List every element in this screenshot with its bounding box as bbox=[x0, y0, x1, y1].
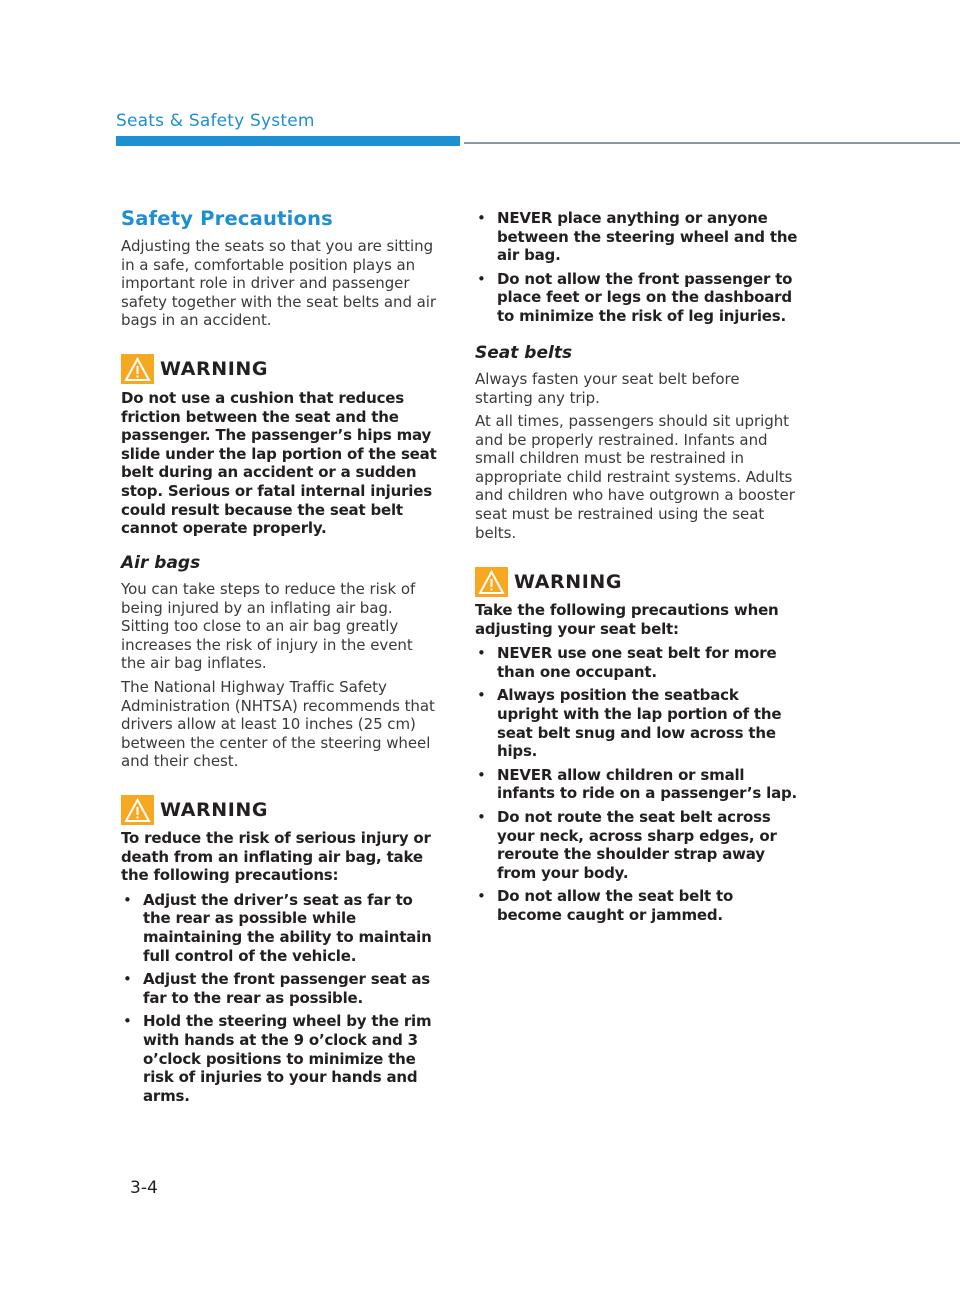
intro-paragraph: Adjusting the seats so that you are sitting in a safe, comfortable position plays an important role in driver and passenger safety together with the seat belts and air bags in an accident. bbox=[121, 237, 437, 330]
airbags-paragraph-2: The National Highway Traffic Safety Administration (NHTSA) recommends that drivers allow at least 10 inches (25 cm) between the center of the steering wheel and their chest. bbox=[121, 678, 435, 771]
warning-box-cushion bbox=[121, 353, 441, 538]
list-item: • Always position the seatback upright with the lap portion of the seat belt snug and low across the hips. bbox=[475, 686, 800, 760]
warning-header bbox=[475, 566, 800, 598]
warning-label: WARNING bbox=[514, 571, 623, 593]
list-item: • Adjust the front passenger seat as far to the rear as possible. bbox=[121, 970, 441, 1007]
list-item: • NEVER place anything or anyone between the steering wheel and the air bag. bbox=[475, 209, 800, 265]
warning-box-seatbelt bbox=[475, 566, 800, 925]
airbags-paragraph-1: You can take steps to reduce the risk of being injured by an inflating air bag. Sitting too close to an air bag greatly increases the risk of injury in the event the air bag inflates. bbox=[121, 580, 416, 673]
airbag-precautions-list bbox=[121, 891, 441, 1106]
warning-icon bbox=[121, 795, 154, 825]
warning-text: To reduce the risk of serious injury or death from an inflating air bag, take the following precautions: bbox=[121, 829, 431, 885]
header-section-title: Seats & Safety System bbox=[116, 111, 315, 131]
list-item: • Do not allow the front passenger to place feet or legs on the dashboard to minimize the risk of leg injuries. bbox=[475, 270, 800, 326]
warning-header bbox=[121, 794, 441, 826]
header-divider-rule bbox=[464, 142, 960, 144]
subheading-air-bags: Air bags bbox=[121, 553, 201, 573]
list-item: • NEVER allow children or small infants to ride on a passenger’s lap. bbox=[475, 766, 800, 803]
list-item: • Do not allow the seat belt to become caught or jammed. bbox=[475, 887, 800, 924]
header-accent-rule bbox=[116, 136, 460, 146]
section-heading: Safety Precautions bbox=[121, 207, 333, 230]
warning-label: WARNING bbox=[160, 799, 269, 821]
seatbelts-paragraph-2: At all times, passengers should sit upright and be properly restrained. Infants and small children must be restrained in appropriate child restraint systems. Adults and children who have outgrown a booster seat must be restrained using the seat belts. bbox=[475, 412, 795, 542]
subheading-seat-belts: Seat belts bbox=[475, 343, 573, 363]
list-item: • Adjust the driver’s seat as far to the rear as possible while maintaining the ability to maintain full control of the vehicle. bbox=[121, 891, 441, 965]
warning-icon bbox=[475, 567, 508, 597]
list-item: • Hold the steering wheel by the rim with hands at the 9 o’clock and 3 o’clock positions to minimize the risk of injuries to your hands and arms. bbox=[121, 1012, 441, 1105]
list-item: • Do not route the seat belt across your neck, across sharp edges, or reroute the shoulder strap away from your body. bbox=[475, 808, 800, 882]
warning-icon bbox=[121, 354, 154, 384]
warning-header bbox=[121, 353, 441, 385]
seatbelts-paragraph-1: Always fasten your seat belt before starting any trip. bbox=[475, 370, 740, 407]
airbag-precautions-list-continued bbox=[475, 209, 800, 326]
warning-box-airbag bbox=[121, 794, 441, 1105]
list-item: • NEVER use one seat belt for more than one occupant. bbox=[475, 644, 800, 681]
page-number: 3-4 bbox=[130, 1178, 158, 1198]
seatbelt-precautions-list bbox=[475, 644, 800, 924]
warning-text: Do not use a cushion that reduces friction between the seat and the passenger. The passenger’s hips may slide under the lap portion of the seat belt during an accident or a sudden stop. Serious or fatal internal injuries could result because the seat belt cannot operate properly. bbox=[121, 389, 437, 538]
warning-text: Take the following precautions when adjusting your seat belt: bbox=[475, 601, 779, 638]
warning-label: WARNING bbox=[160, 358, 269, 380]
